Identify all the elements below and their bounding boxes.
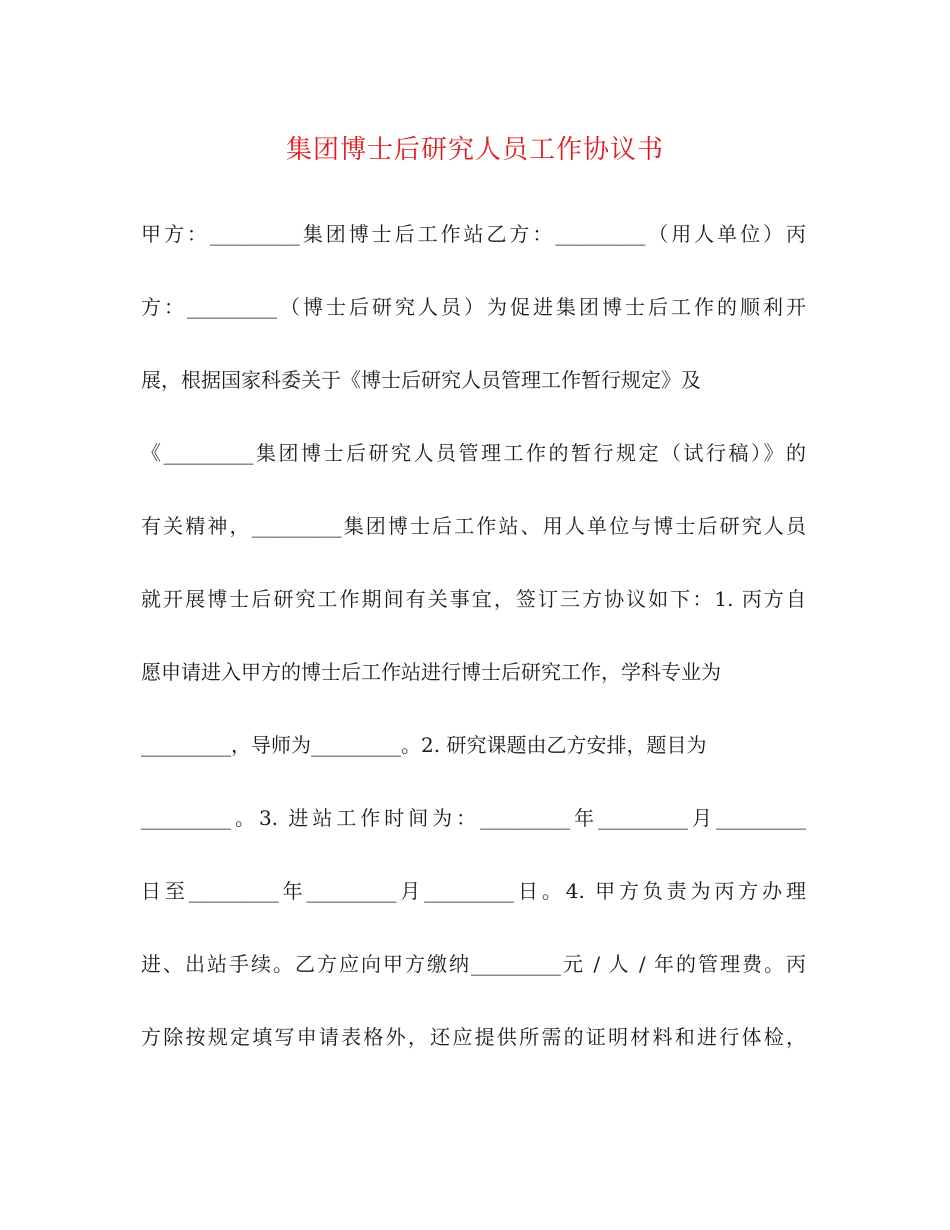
body-line: 方除按规定填写申请表格外，还应提供所需的证明材料和进行体检， <box>141 1025 806 1049</box>
body-line: 愿申请进入甲方的博士后工作站进行博士后研究工作，学科专业为 <box>141 660 721 684</box>
body-line: 有关精神，_________集团博士后工作站、用人单位与博士后研究人员 <box>141 514 806 538</box>
document-title: 集团博士后研究人员工作协议书 <box>285 135 664 165</box>
body-line: 展，根据国家科委关于《博士后研究人员管理工作暂行规定》及 <box>141 368 701 392</box>
body-line: 甲方：_________集团博士后工作站乙方：_________（用人单位）丙 <box>141 222 806 246</box>
document-body <box>141 212 806 1088</box>
body-line: _________。3. 进站工作时间为：_________年_________月_________ <box>141 806 806 830</box>
body-line: 进、出站手续。乙方应向甲方缴纳_________元 / 人 / 年的管理费。丙 <box>141 952 806 976</box>
body-line: 日至_________年_________月_________日。4. 甲方负责为丙方办理 <box>141 879 806 903</box>
body-line: 方：_________（博士后研究人员）为促进集团博士后工作的顺利开 <box>141 295 806 319</box>
body-line: _________，导师为_________。2. 研究课题由乙方安排，题目为 <box>141 733 707 757</box>
body-line: 就开展博士后研究工作期间有关事宜，签订三方协议如下：1. 丙方自 <box>141 587 806 611</box>
body-line: 《_________集团博士后研究人员管理工作的暂行规定（试行稿）》的 <box>141 441 806 465</box>
